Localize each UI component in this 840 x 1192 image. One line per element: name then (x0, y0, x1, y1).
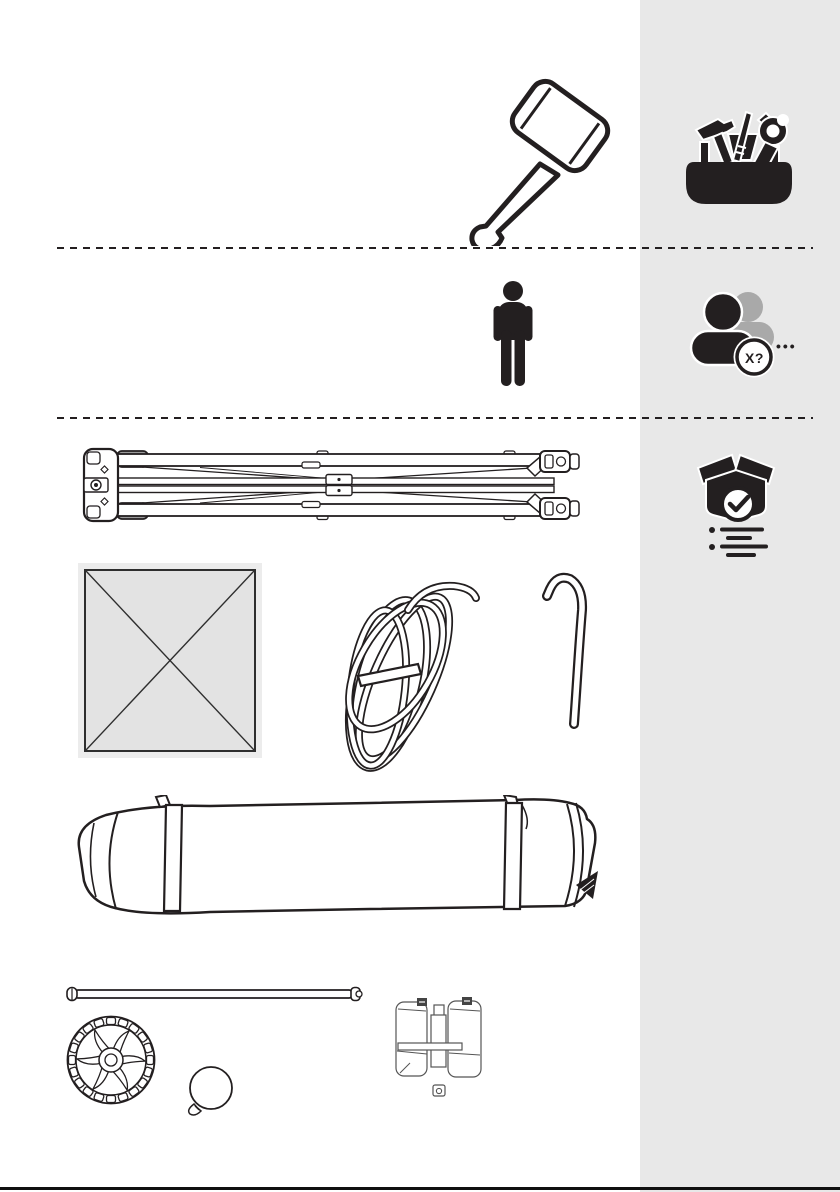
roller-bar-illustration (64, 984, 364, 1004)
toolbox-icon (686, 104, 792, 216)
mallet-head (507, 76, 613, 176)
person-silhouette (489, 280, 537, 387)
frame-foot-bottom-right (540, 498, 579, 519)
weight-center-panel (431, 1015, 446, 1067)
weight-pouch-right (448, 1001, 481, 1077)
section-divider-1 (57, 247, 813, 249)
rubber-mallet-illustration (448, 74, 618, 246)
one-person-illustration (489, 280, 537, 387)
person-leg-left (501, 330, 512, 386)
person-leg-right (515, 330, 526, 386)
bag-strap-left (164, 805, 182, 911)
page-bottom-rule (0, 1187, 840, 1190)
checklist-icon (709, 527, 768, 557)
check-circle (722, 488, 754, 520)
ground-stake-illustration (540, 562, 596, 730)
canopy-cross-lines (86, 571, 254, 750)
folded-frame-illustration (80, 443, 592, 528)
rope-illustration (316, 566, 484, 778)
package-contents-icon (688, 448, 784, 563)
wheel-drawing (66, 1011, 158, 1108)
weight-pouch-left (396, 1002, 427, 1076)
section-divider-2 (57, 417, 813, 419)
carry-bag-drawing (70, 795, 605, 920)
canopy-fabric-panel (84, 569, 256, 752)
canopy-fabric-illustration (78, 563, 262, 758)
mallet-handle (472, 164, 558, 246)
weight-strap (398, 1043, 462, 1050)
weight-bottom-tab (433, 1085, 445, 1096)
mallet-drawing (448, 74, 618, 246)
roller-bar-drawing (64, 984, 364, 1004)
wheel-illustration (66, 1011, 158, 1108)
stake-drawing (540, 562, 596, 730)
people-count-badge: X? (745, 350, 764, 366)
person-head (503, 281, 523, 301)
ellipsis-dots: ••• (776, 338, 797, 354)
end-cap-illustration (182, 1064, 236, 1116)
person-arm-right (524, 306, 533, 341)
rope-drawing (316, 566, 484, 778)
frame-tube-bottom (116, 504, 552, 516)
rope-tie-band (358, 664, 421, 686)
frame-foot-top-right (540, 451, 579, 472)
frame-tube-top (116, 454, 552, 466)
leg-weight-bags-illustration (390, 993, 490, 1099)
weight-bags-drawing (390, 993, 490, 1099)
toolbox-body (686, 162, 792, 204)
person-arm-left (494, 306, 503, 341)
box-check-glyph (688, 448, 784, 563)
toolbox-glyph (686, 104, 792, 216)
folded-frame-drawing (80, 443, 592, 528)
cap-ball (190, 1067, 232, 1109)
roller-bar-shaft (75, 990, 352, 998)
carry-bag-illustration (70, 795, 605, 920)
front-person-head (704, 293, 742, 331)
end-cap-drawing (182, 1064, 236, 1116)
bag-strap-right (504, 803, 522, 909)
